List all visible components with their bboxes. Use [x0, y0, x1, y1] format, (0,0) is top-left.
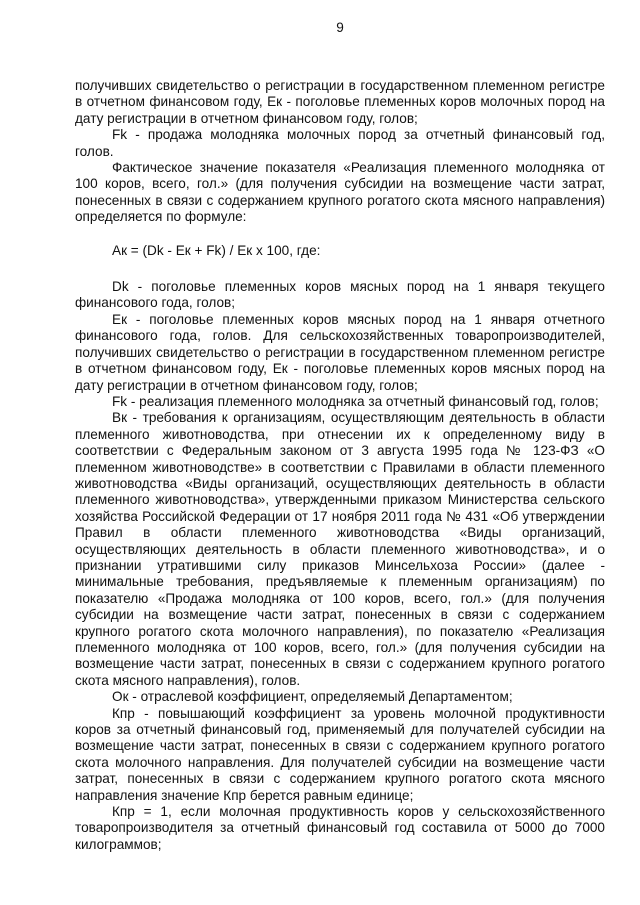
- paragraph-continuation: получивших свидетельство о регистрации в государственном племенном регистре в отчетном финансовом году, Ек - поголовье племенных коров молочных пород на дату регистрации в отчетном финансовом году, голов;: [75, 78, 605, 126]
- page-number: 9: [336, 20, 344, 35]
- paragraph-kpr-equals-1: Кпр = 1, если молочная продуктивность коров у сельскохозяйственного товаропроизводителя за отчетный финансовый год составила от 5000 до 7000 килограммов;: [75, 804, 605, 852]
- formula: Ак = (Dk - Ек + Fk) / Ек х 100, где:: [112, 242, 321, 258]
- paragraph-vk: Вк - требования к организациям, осуществляющим деятельность в области племенного животноводства, при отнесении их к определенному виду в соответствии с Федеральным законом от 3 августа 1995 года № 123-ФЗ «О племенном животноводстве» в соответствии с Правилами в области племенного животноводства «Виды организаций, осуществляющих деятельность в области племенного животноводства», утвержденными приказом Министерства сельского хозяйства Российской Федерации от 17 ноября 2011 года № 431 «Об утверждении Правил в области племенного животноводства «Виды организаций, осуществляющих деятельность в области племенного животноводства», и о признании утратившими силу приказов Минсельхоза России» (далее - минимальные требования, предъявляемые к племенным организациям) по показателю «Продажа молодняка от 100 коров, всего, гол.» (для получения субсидии на возмещение части затрат, понесенных в связи с содержанием крупного рогатого скота молочного направления), по показателю «Реализация племенного молодняка от 100 коров, всего, гол.» (для получения субсидии на возмещение части затрат, понесенных в связи с содержанием крупного рогатого скота мясного направления), голов.: [75, 410, 605, 688]
- paragraph-fk: Fk - реализация племенного молодняка за отчетный финансовый год, голов;: [112, 393, 599, 409]
- paragraph-fk-molochnye: Fk - продажа молодняка молочных пород за отчетный финансовый год, голов.: [75, 127, 605, 159]
- paragraph-ok: Ок - отраслевой коэффициент, определяемый Департаментом;: [112, 689, 513, 705]
- paragraph-ek: Ек - поголовье племенных коров мясных пород на 1 января отчетного финансового года, голов. Для сельскохозяйственных товаропроизводителей, получивших свидетельство о регистрации в государственном племенном регистре в отчетном финансовом году, Ек - поголовье племенных коров мясных пород на дату регистрации в отчетном финансовом году, голов;: [75, 311, 605, 393]
- document-body: [75, 78, 605, 853]
- paragraph-dk: Dk - поголовье племенных коров мясных пород на 1 января текущего финансового года, голов;: [75, 279, 605, 311]
- paragraph-kpr: Кпр - повышающий коэффициент за уровень молочной продуктивности коров за отчетный финансовый год, применяемый для получателей субсидии на возмещение части затрат, понесенных в связи с содержанием крупного рогатого скота молочного направления. Для получателей субсидии на возмещение части затрат, понесенных в связи с содержанием крупного рогатого скота мясного направления значение Кпр берется равным единице;: [75, 705, 605, 803]
- paragraph-actual-value: Фактическое значение показателя «Реализация племенного молодняка от 100 коров, всего, гол.» (для получения субсидии на возмещение части затрат, понесенных в связи с содержанием крупного рогатого скота мясного направления) определяется по формуле:: [75, 160, 605, 225]
